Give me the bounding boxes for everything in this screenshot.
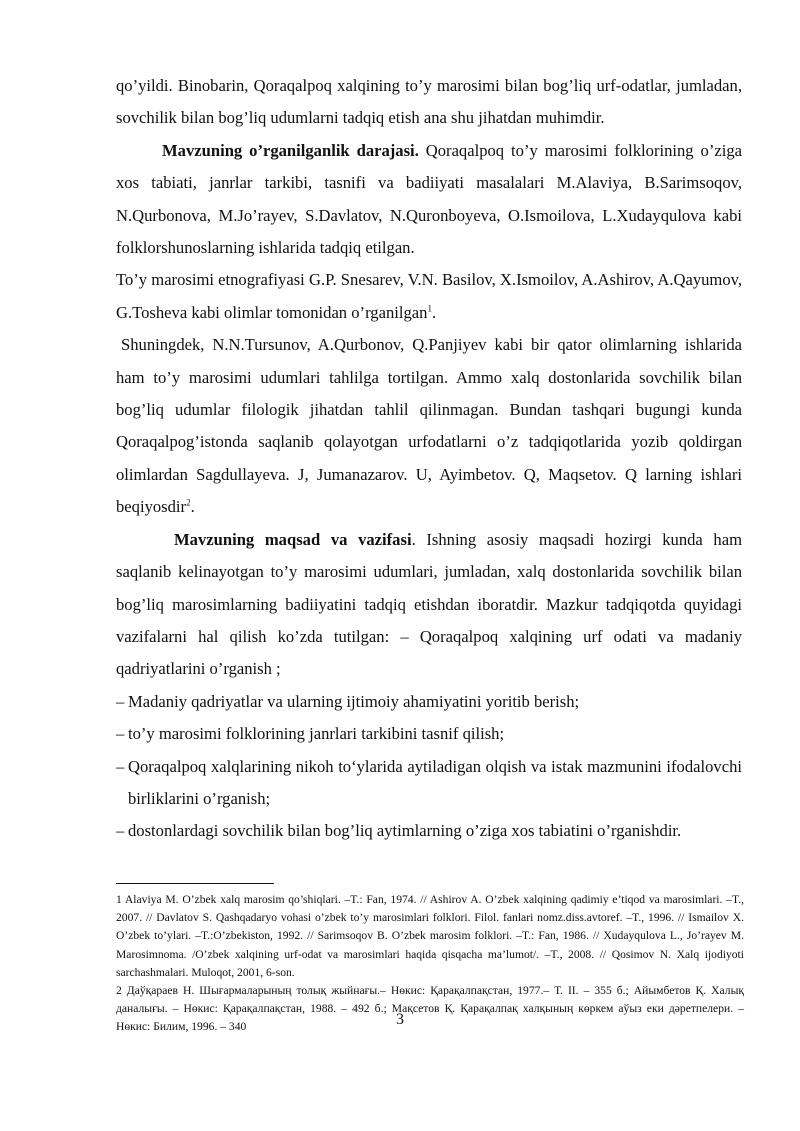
footnote-2: 2 Даўқараев Н. Шығармаларының толық жыйнағы.– Нөкис: Қарақалпақстан, 1977.– Т. II. – 355 б.; Айымбетов Қ. Халық даналығы. – Нөкис: Қарақалпақстан, 1988. – 492 б.; Мақсетов Қ. Қарақалпақ халқының көркем аўыз еки дәретпелери. – Нөкис: Билим, 1996. – 340 xyxy=(116,984,744,1034)
study-level-text: Qoraqalpoq to’y marosimi folklorining o’ziga xos tabiati, janrlar tarkibi, tasnifi va badiiyati masalalari M.Alaviya, B.Sarimsoqov, N.Qurbonova, M.Jo’rayev, S.Davlatov, N.Quronboyeva, O.Ismoilova, L.Xudayqulova kabi folklorshunoslarning ishlarida tadqiq etilgan. xyxy=(116,140,742,258)
section-heading-goals: Mavzuning maqsad va vazifasi xyxy=(174,529,412,549)
list-item xyxy=(116,751,742,816)
paragraph-intro-continuation: qo’yildi. Binobarin, Qoraqalpoq xalqining to’y marosimi bilan bog’liq urf-odatlar, jumladan, sovchilik bilan bog’liq udumlarni tadqiq etish ana shu jihatdan muhimdir. xyxy=(116,76,742,128)
list-dash: – xyxy=(116,756,125,776)
body-text xyxy=(116,70,742,848)
scholars-text: Shuningdek, N.N.Tursunov, A.Qurbonov, Q.Panjiyev kabi bir qator olimlarning ishlarida ham to’y marosimi udumlari tahlilga tortilgan. Ammo xalq dostonlarida sovchilik bilan bog’liq udumlar filologik jihatdan tahlil qilinmagan. Bundan tashqari bugungi kunda Qoraqalpog’istonda saqlanib qolayotgan urfodatlarni o’z tadqiqotlarida yozib qoldirgan olimlardan Sagdullayeva. J, Jumanazarov. U, Ayimbetov. Q, Maqsetov. Q larning ishlari beqiyosdir xyxy=(116,335,742,517)
paragraph-scholars xyxy=(116,329,742,523)
list-item xyxy=(116,686,742,718)
section-heading-study-level: Mavzuning o’rganilganlik darajasi. xyxy=(162,140,419,160)
scholars-end: . xyxy=(190,497,195,517)
ethnography-end: . xyxy=(431,302,437,322)
list-dash: – xyxy=(116,691,125,711)
list-item-text: Madaniy qadriyatlar va ularning ijtimoiy ahamiyatini yoritib berish; xyxy=(128,691,580,711)
list-item-text: dostonlardagi sovchilik bilan bog’liq aytimlarning o’ziga xos tabiatini o’rganishdir. xyxy=(128,821,682,841)
list-dash: – xyxy=(116,821,125,841)
footnote-ref-1: 1 xyxy=(427,303,432,314)
ethnography-text: To’y marosimi etnografiyasi G.P. Snesarev, V.N. Basilov, X.Ismoilov, A.Ashirov, A.Qayumov, G.Tosheva kabi olimlar tomonidan o’rganilgan xyxy=(116,270,742,322)
goals-text: . Ishning asosiy maqsadi hozirgi kunda ham saqlanib kelinayotgan to’y marosimi udumlari, jumladan, xalq dostonlarida sovchilik bilan bog’liq marosimlarning badiiyatini tadqiq etishdan iboratdir. Mazkur tadqiqotda quyidagi vazifalarni hal qilish ko’zda tutilgan: – Qoraqalpoq xalqining urf odati va madaniy qadriyatlarini o’rganish ; xyxy=(116,529,743,679)
list-item-text: Qoraqalpoq xalqlarining nikoh to‘ylarida aytiladigan olqish va istak mazmunini ifodalovchi birliklarini o’rganish; xyxy=(128,756,742,808)
list-dash: – xyxy=(116,724,125,744)
footnote-1: 1 Alaviya M. O’zbek xalq marosim qo’shiqlari. –T.: Fan, 1974. // Ashirov A. O’zbek xalqining qadimiy e’tiqod va marosimlari. –T., 2007. // Davlatov S. Qashqadaryo vohasi o’zbek to’y marosimlari folklori. Filol. fanlari nomz.diss.avtoref. –T., 1996. // Ismailov X. O’zbek to’ylari. –T.:O’zbekiston, 1992. // Sarimsoqov B. O’zbek marosim folklori. –T.: Fan, 1986. // Xudayqulova L., Jo’rayev M. Marosimnoma. /O’zbek xalqining urf-odat va marosimlari haqida qisqacha ma’lumot/. –T., 2008. // Qosimov N. Xalq ijodiyoti sarchashmalari. Muloqot, 2001, 6-son. xyxy=(116,893,744,979)
footnote-separator xyxy=(116,883,274,884)
page-number: 3 xyxy=(396,1011,404,1028)
paragraph-goals xyxy=(116,524,742,686)
list-item-text: to’y marosimi folklorining janrlari tarkibini tasnif qilish; xyxy=(128,724,505,744)
paragraph-study-level xyxy=(116,135,742,265)
list-item xyxy=(116,815,742,847)
footnote-ref-2: 2 xyxy=(186,497,191,508)
list-item xyxy=(116,718,742,750)
paragraph-ethnography xyxy=(116,264,742,329)
